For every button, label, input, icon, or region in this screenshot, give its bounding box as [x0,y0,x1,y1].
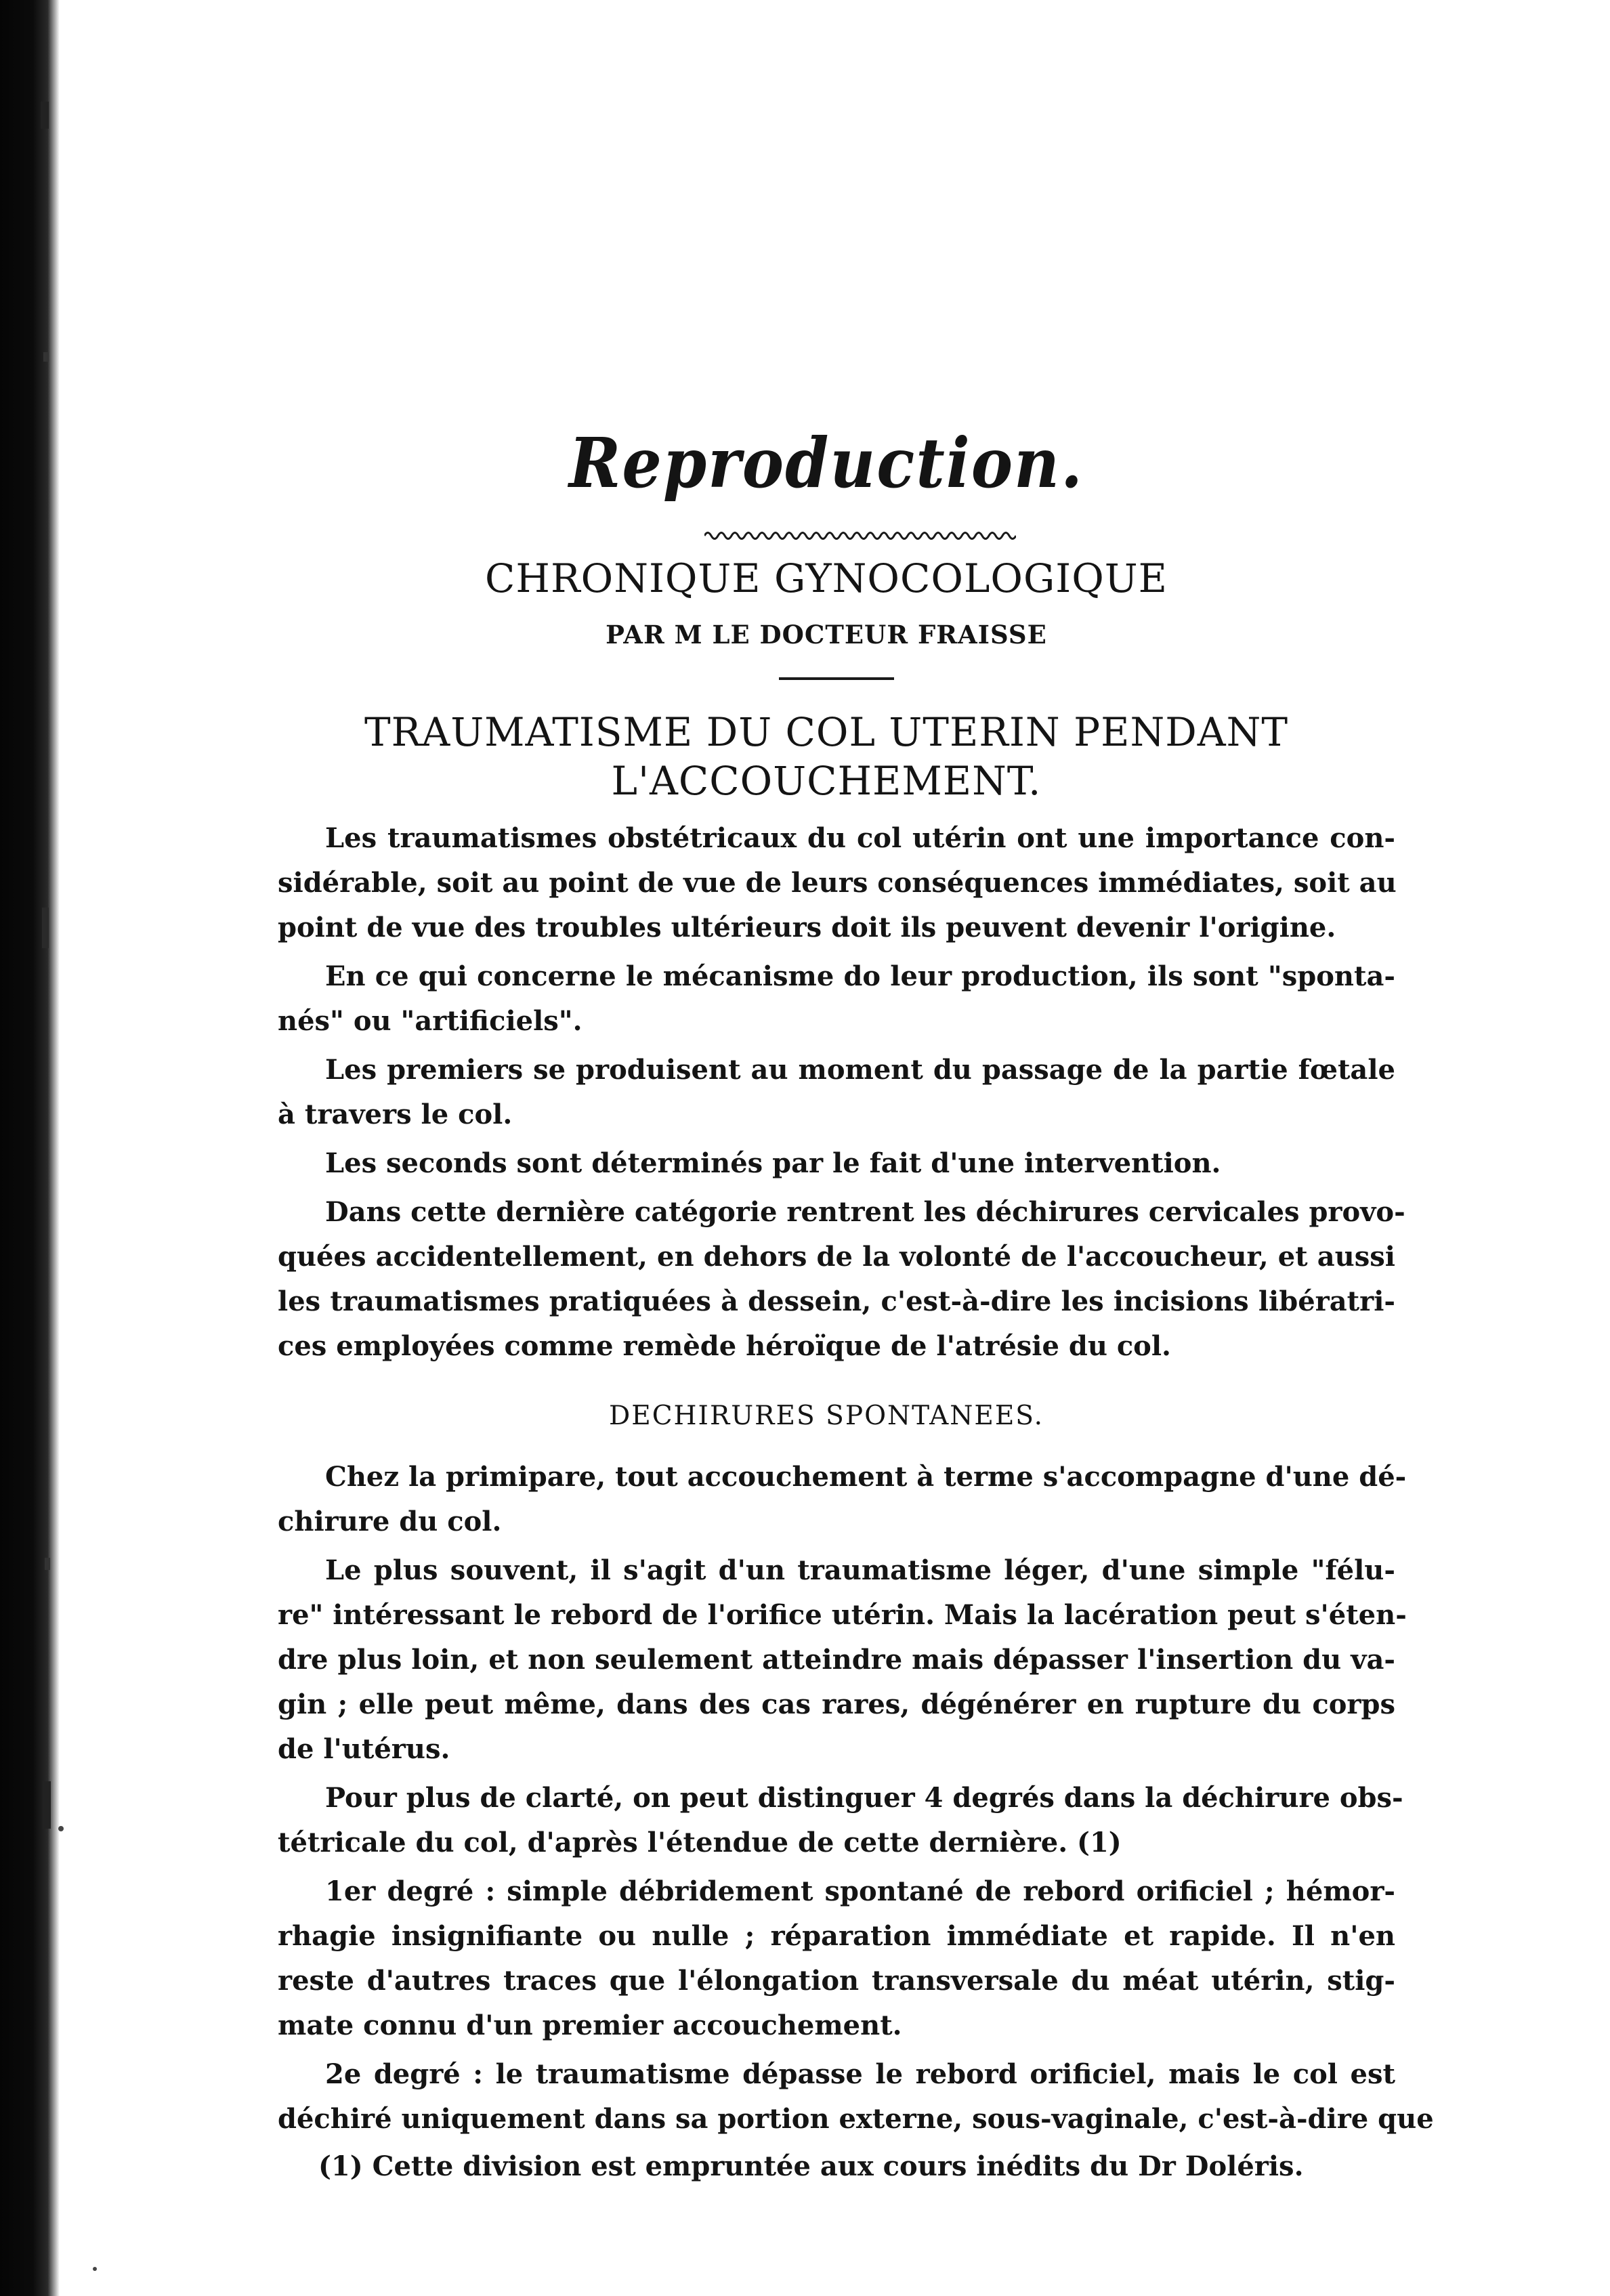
paragraph [278,1776,1403,1865]
article-title [244,708,1409,805]
text-line: chirure du col. [278,1506,502,1537]
text-line: Les traumatismes obstétricaux du col utérin ont une importance con- [325,822,1395,854]
text-line: quées accidentellement, en dehors de la volonté de l'accoucheur, et aussi [278,1241,1395,1273]
footnote: (1) Cette division est empruntée aux cours inédits du Dr Doléris. [318,2150,1304,2182]
text-line: point de vue des troubles ultérieurs doit ils peuvent devenir l'origine. [278,912,1336,943]
text-line: gin ; elle peut même, dans des cas rares, dégénérer en rupture du corps [278,1688,1395,1720]
chronique-title: CHRONIQUE GYNOCOLOGIQUE [485,555,1168,601]
paragraph [278,1869,1395,2048]
text-line: 2e degré : le traumatisme dépasse le rebord orificiel, mais le col est [325,2058,1395,2090]
paragraph [278,954,1395,1044]
author-byline: PAR M LE DOCTEUR FRAISSE [606,620,1047,650]
text-line: nés" ou "artificiels". [278,1005,582,1037]
text-line: Les seconds sont déterminés par le fait d'une intervention. [325,1147,1221,1179]
wavy-rule [704,528,1016,543]
paragraph [278,1190,1405,1369]
text-line: Chez la primipare, tout accouchement à terme s'accompagne d'une dé- [325,1461,1407,1493]
section-subheading: DECHIRURES SPONTANEES. [608,1401,1044,1431]
text-line: dre plus loin, et non seulement atteindre mais dépasser l'insertion du va- [278,1644,1395,1676]
text-line: Les premiers se produisent au moment du passage de la partie fœtale [325,1054,1395,1086]
text-line: de l'utérus. [278,1733,450,1765]
section-heading-gothic: Reproduction. [568,423,1084,504]
paragraph [278,1455,1407,1544]
text-line: ces employées comme remède héroïque de l'atrésie du col. [278,1330,1171,1362]
text-line: sidérable, soit au point de vue de leurs conséquences immédiates, soit au [278,867,1397,899]
text-line: les traumatismes pratiquées à dessein, c'est-à-dire les incisions libératri- [278,1285,1395,1317]
page [244,0,1434,2296]
section-intro [278,816,1405,1373]
text-line: tétricale du col, d'après l'étendue de cette dernière. (1) [278,1827,1122,1858]
text-line: reste d'autres traces que l'élongation transversale du méat utérin, stig- [278,1965,1395,1997]
paragraph [278,1548,1407,1772]
text-line: 1er degré : simple débridement spontané de rebord orificiel ; hémor- [325,1875,1395,1907]
article-title-line: L'ACCOUCHEMENT. [611,758,1042,804]
paragraph [278,1141,1395,1186]
paragraph [278,816,1395,950]
divider-rule [779,677,894,680]
text-line: mate connu d'un premier accouchement. [278,2010,902,2041]
text-line: déchiré uniquement dans sa portion externe, sous-vaginale, c'est-à-dire que [278,2103,1434,2135]
section-dechirures [278,1455,1434,2146]
scan-specks [41,0,122,2296]
article-title-line: TRAUMATISME DU COL UTERIN PENDANT [364,709,1289,755]
paragraph [278,2052,1434,2142]
paragraph [278,1048,1395,1137]
text-line: Le plus souvent, il s'agit d'un traumatisme léger, d'une simple "félu- [325,1554,1395,1586]
text-line: re" intéressant le rebord de l'orifice utérin. Mais la lacération peut s'éten- [278,1599,1407,1631]
text-line: Dans cette dernière catégorie rentrent les déchirures cervicales provo- [325,1196,1405,1228]
text-line: Pour plus de clarté, on peut distinguer 4 degrés dans la déchirure obs- [325,1782,1403,1814]
text-line: En ce qui concerne le mécanisme do leur production, ils sont "sponta- [325,960,1395,992]
text-line: rhagie insignifiante ou nulle ; réparation immédiate et rapide. Il n'en [278,1920,1395,1952]
text-line: à travers le col. [278,1099,513,1130]
